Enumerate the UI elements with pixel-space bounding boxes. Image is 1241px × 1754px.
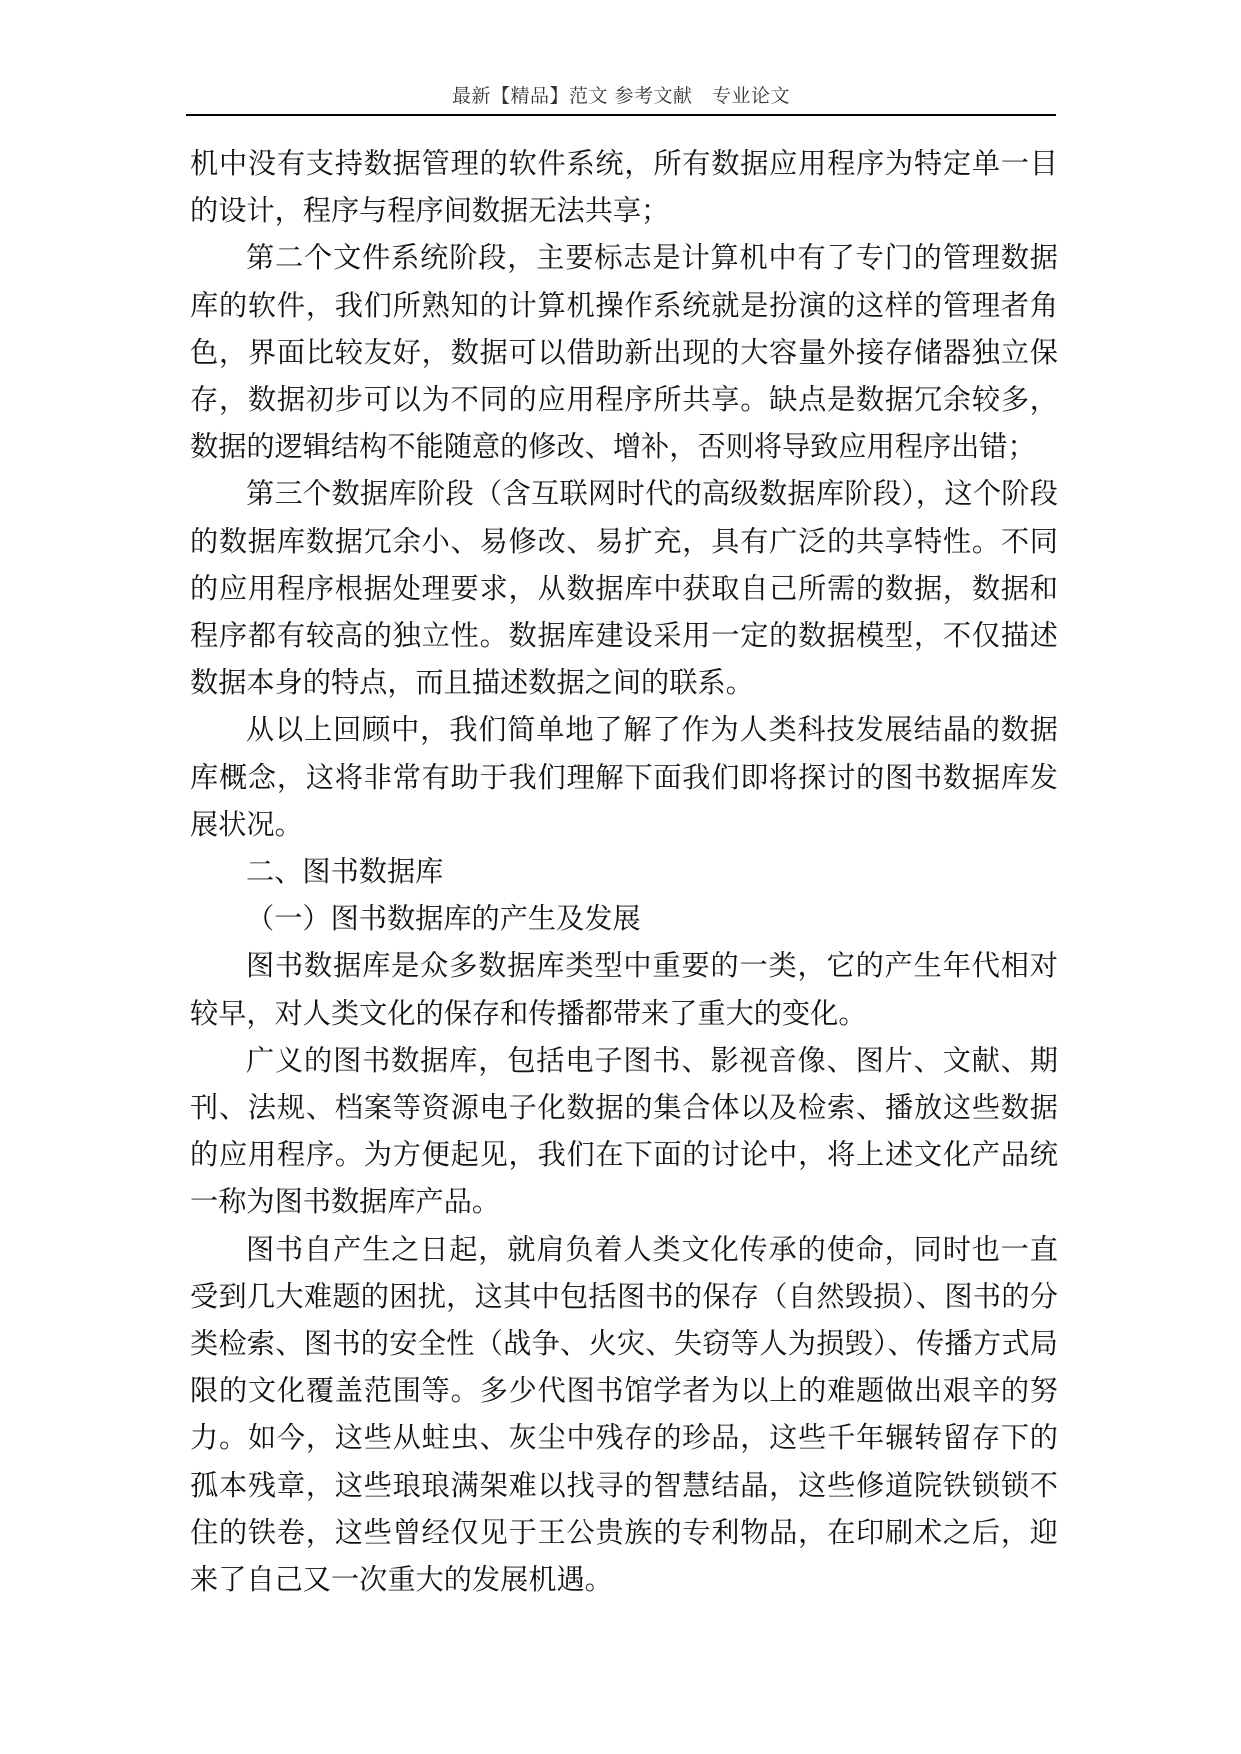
document-body [190,140,1058,1603]
paragraph-book-history: 图书自产生之日起，就肩负着人类文化传承的使命，同时也一直受到几大难题的困扰，这其中包括图书的保存（自然毁损）、图书的分类检索、图书的安全性（战争、火灾、失窃等人为损毁）、传播方式局限的文化覆盖范围等。多少代图书馆学者为以上的难题做出艰辛的努力。如今，这些从蛀虫、灰尘中残存的珍品，这些千年辗转留存下的孤本残章，这些琅琅满架难以找寻的智慧结晶，这些修道院铁锁锁不住的铁卷，这些曾经仅见于王公贵族的专利物品，在印刷术之后，迎来了自己又一次重大的发展机遇。 [190,1232,1058,1597]
paragraph-database-stage: 第三个数据库阶段（含互联网时代的高级数据库阶段），这个阶段的数据库数据冗余小、易修改、易扩充，具有广泛的共享特性。不同的应用程序根据处理要求，从数据库中获取自己所需的数据，数据和程序都有较高的独立性。数据库建设采用一定的数据模型，不仅描述数据本身的特点，而且描述数据之间的联系。 [190,477,1058,700]
paragraph-review-summary: 从以上回顾中，我们简单地了解了作为人类科技发展结晶的数据库概念，这将非常有助于我们理解下面我们即将探讨的图书数据库发展状况。 [190,713,1058,841]
header-text: 最新【精品】范文 参考文献 专业论文 [451,85,791,107]
page-header [186,84,1056,116]
paragraph-continuation: 机中没有支持数据管理的软件系统，所有数据应用程序为特定单一目的设计，程序与程序间数据无法共享； [190,147,1058,228]
paragraph-file-system-stage: 第二个文件系统阶段，主要标志是计算机中有了专门的管理数据库的软件，我们所熟知的计算机操作系统就是扮演的这样的管理者角色，界面比较友好，数据可以借助新出现的大容量外接存储器独立保存，数据初步可以为不同的应用程序所共享。缺点是数据冗余较多，数据的逻辑结构不能随意的修改、增补，否则将导致应用程序出错； [190,241,1058,464]
paragraph-book-database-intro: 图书数据库是众多数据库类型中重要的一类，它的产生年代相对较早，对人类文化的保存和传播都带来了重大的变化。 [190,949,1058,1030]
paragraph-broad-definition: 广义的图书数据库，包括电子图书、影视音像、图片、文献、期刊、法规、档案等资源电子化数据的集合体以及检索、播放这些数据的应用程序。为方便起见，我们在下面的讨论中，将上述文化产品统一称为图书数据库产品。 [190,1043,1058,1219]
section-heading-book-database: 二、图书数据库 [246,855,444,889]
subsection-heading-origin-development: （一）图书数据库的产生及发展 [246,902,641,936]
